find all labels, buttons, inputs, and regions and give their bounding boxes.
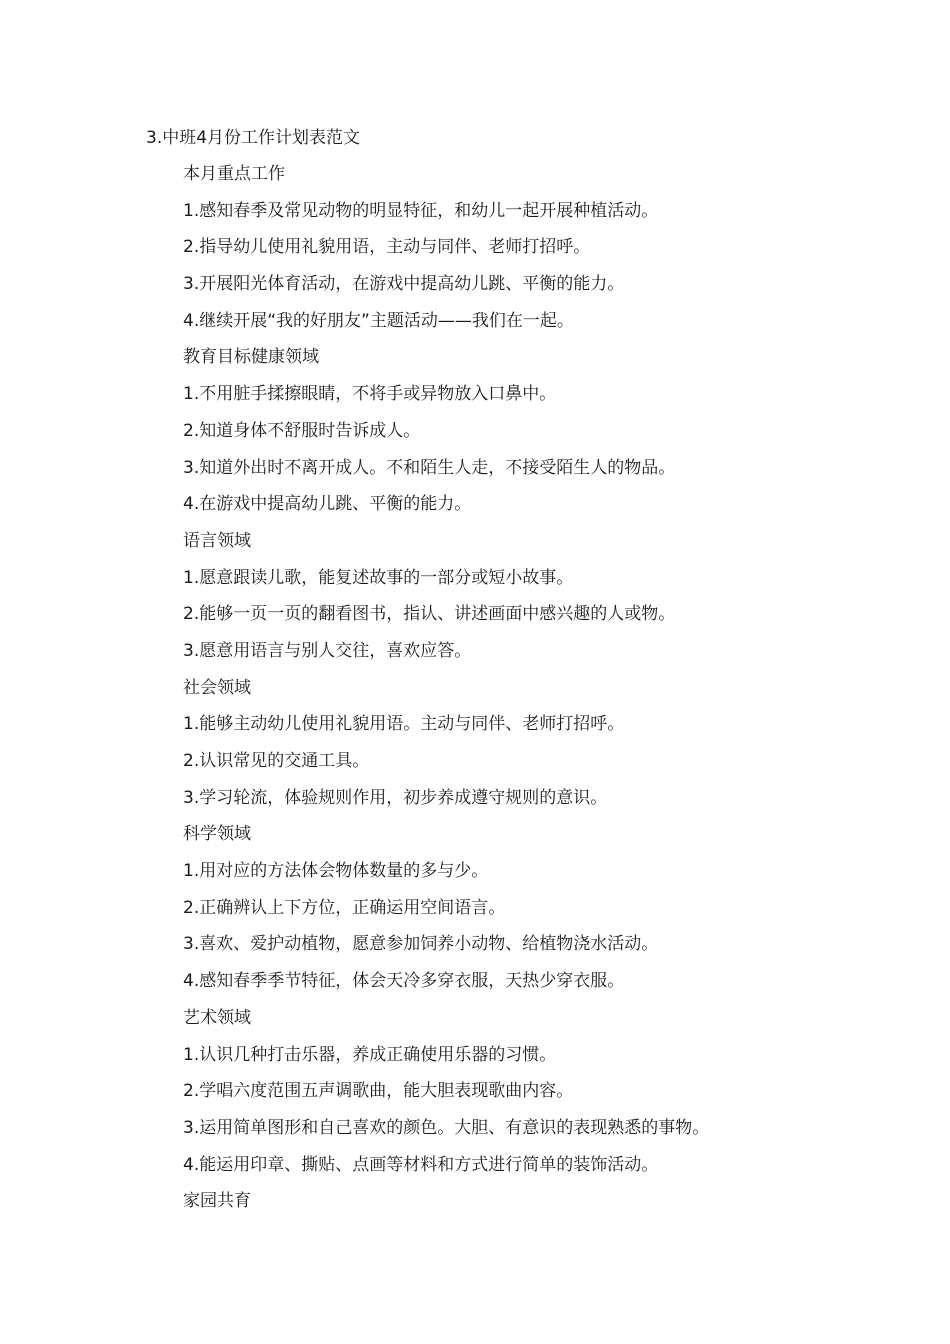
list-item: 1.不用脏手揉擦眼睛，不将手或异物放入口鼻中。 — [183, 384, 557, 405]
list-item: 3.喜欢、爱护动植物，愿意参加饲养小动物、给植物浇水活动。 — [183, 934, 659, 955]
list-item: 2.正确辨认上下方位，正确运用空间语言。 — [183, 897, 506, 918]
list-item: 2.能够一页一页的翻看图书，指认、讲述画面中感兴趣的人或物。 — [183, 604, 676, 625]
list-item: 4.感知春季季节特征，体会天冷多穿衣服，天热少穿衣服。 — [183, 971, 625, 992]
list-item: 1.认识几种打击乐器，养成正确使用乐器的习惯。 — [183, 1044, 557, 1065]
section-heading: 语言领域 — [183, 530, 251, 551]
list-item: 4.继续开展“我的好朋友”主题活动——我们在一起。 — [183, 310, 574, 331]
list-item: 3.运用简单图形和自己喜欢的颜色。大胆、有意识的表现熟悉的事物。 — [183, 1117, 710, 1138]
section-heading: 艺术领域 — [183, 1007, 251, 1028]
list-item: 1.能够主动幼儿使用礼貌用语。主动与同伴、老师打招呼。 — [183, 714, 625, 735]
list-item: 2.知道身体不舒服时告诉成人。 — [183, 420, 421, 441]
list-item: 4.能运用印章、撕贴、点画等材料和方式进行简单的装饰活动。 — [183, 1154, 659, 1175]
list-item: 3.愿意用语言与别人交往，喜欢应答。 — [183, 640, 472, 661]
document-body — [183, 162, 883, 1226]
section-heading: 本月重点工作 — [183, 164, 285, 184]
section-heading: 家园共育 — [183, 1191, 251, 1212]
list-item: 2.指导幼儿使用礼貌用语，主动与同伴、老师打招呼。 — [183, 237, 591, 258]
list-item: 3.知道外出时不离开成人。不和陌生人走，不接受陌生人的物品。 — [183, 457, 676, 478]
list-item: 3.学习轮流，体验规则作用，初步养成遵守规则的意识。 — [183, 787, 608, 808]
list-item: 4.在游戏中提高幼儿跳、平衡的能力。 — [183, 494, 472, 515]
list-item: 3.开展阳光体育活动，在游戏中提高幼儿跳、平衡的能力。 — [183, 274, 625, 295]
document-title: 3.中班4月份工作计划表范文 — [146, 128, 361, 148]
list-item: 2.认识常见的交通工具。 — [183, 751, 370, 771]
section-heading: 教育目标健康领域 — [183, 347, 319, 368]
list-item: 1.用对应的方法体会物体数量的多与少。 — [183, 861, 489, 882]
section-heading: 社会领域 — [183, 677, 251, 698]
list-item: 1.愿意跟读儿歌，能复述故事的一部分或短小故事。 — [183, 567, 574, 588]
list-item: 1.感知春季及常见动物的明显特征，和幼儿一起开展种植活动。 — [183, 200, 659, 221]
list-item: 2.学唱六度范围五声调歌曲，能大胆表现歌曲内容。 — [183, 1081, 574, 1102]
section-heading: 科学领域 — [183, 824, 251, 845]
